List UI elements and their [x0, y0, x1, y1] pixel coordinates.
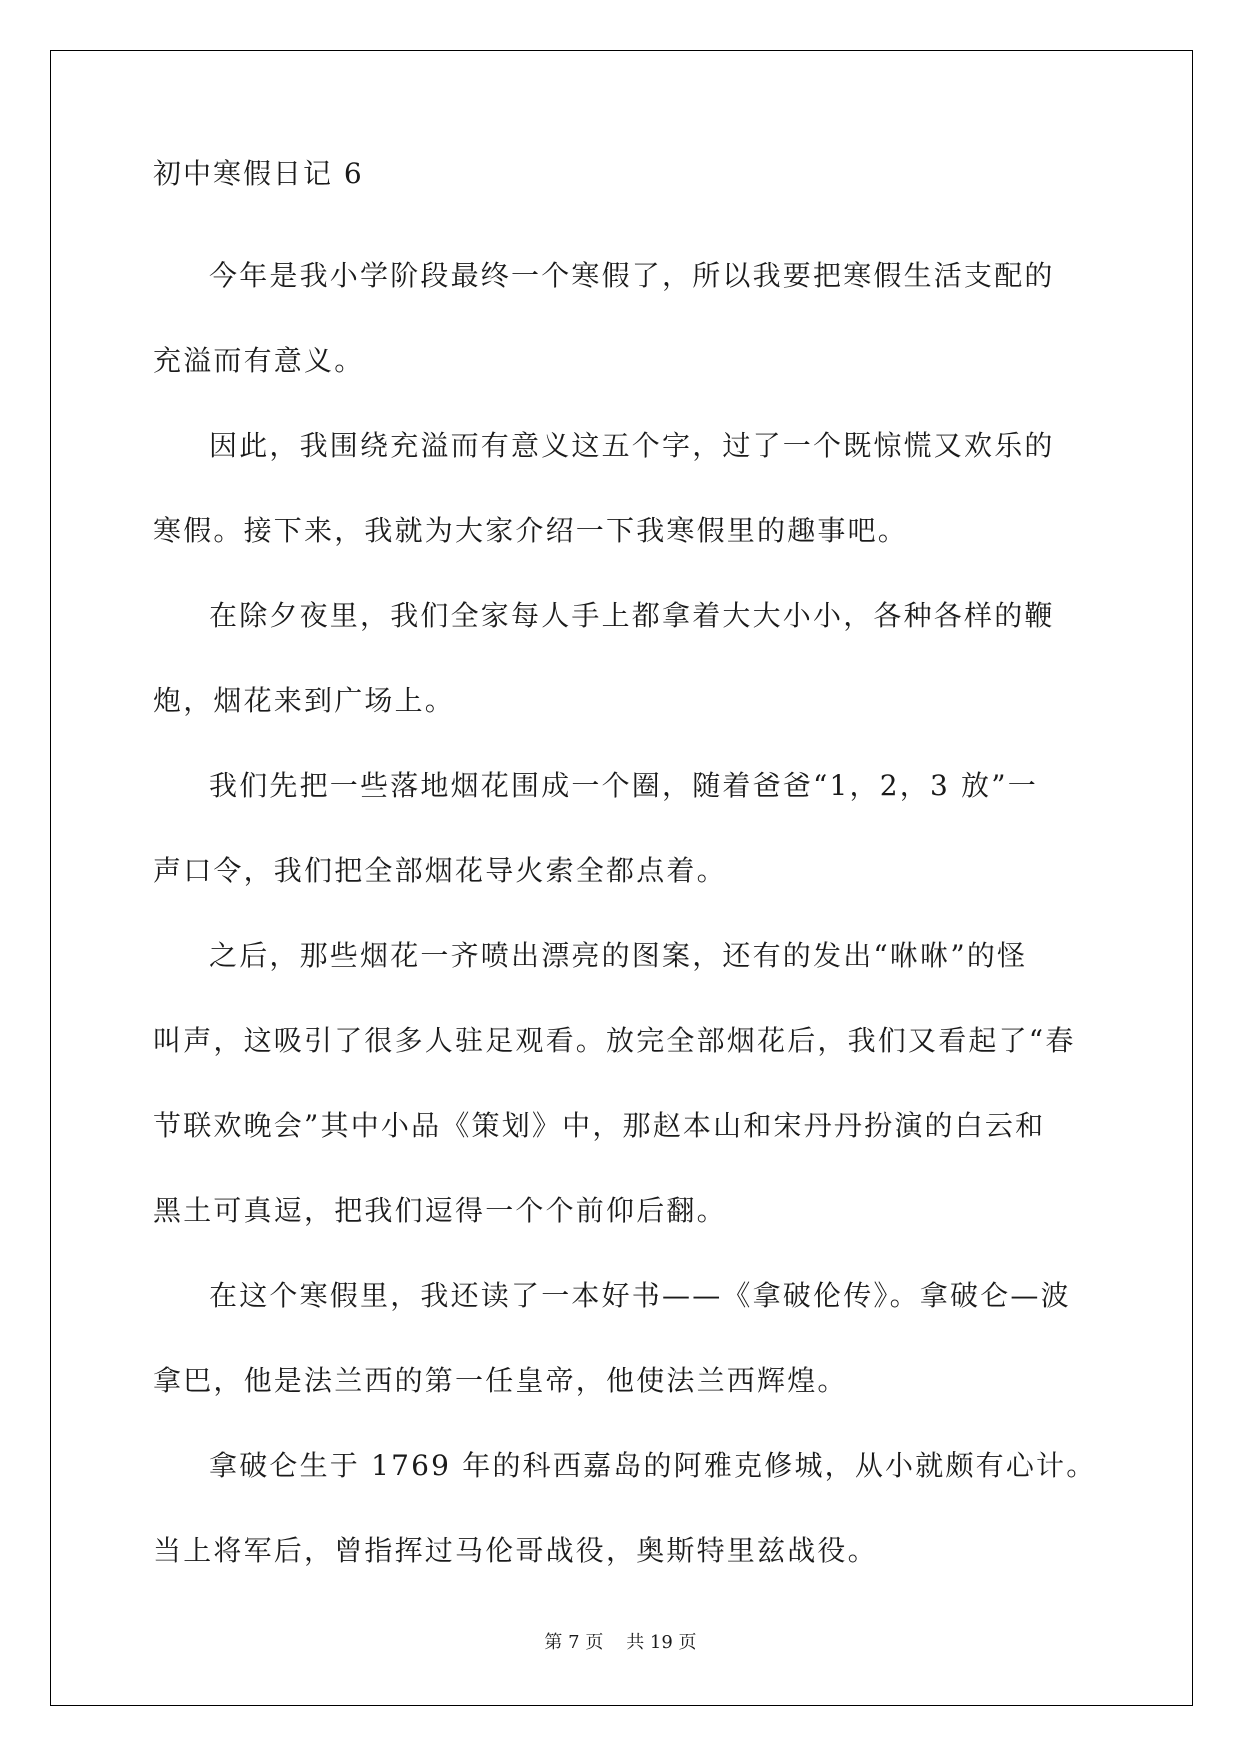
text-line: 炮，烟花来到广场上。 [153, 684, 456, 717]
paragraph [153, 1253, 1088, 1423]
page-number-footer: 第 7 页 共 19 页 [544, 1632, 697, 1653]
text-line: 在这个寒假里，我还读了一本好书——《拿破伦传》。拿破仑—波 [209, 1279, 1071, 1312]
paragraph [153, 233, 1088, 403]
paragraph [153, 1423, 1097, 1593]
text-line: 拿巴，他是法兰西的第一任皇帝，他使法兰西辉煌。 [153, 1364, 848, 1397]
text-line: 之后，那些烟花一齐喷出漂亮的图案，还有的发出“咻咻”的怪 [209, 939, 1028, 972]
text-line: 充溢而有意义。 [153, 344, 365, 377]
text-line: 我们先把一些落地烟花围成一个圈，随着爸爸“1，2，3 放”一 [209, 769, 1038, 802]
document-title: 初中寒假日记 6 [153, 157, 364, 190]
text-line: 拿破仑生于 1769 年的科西嘉岛的阿雅克修城，从小就颇有心计。 [209, 1449, 1097, 1482]
text-line: 寒假。接下来，我就为大家介绍一下我寒假里的趣事吧。 [153, 514, 909, 547]
text-line: 当上将军后，曾指挥过马伦哥战役，奥斯特里兹战役。 [153, 1534, 878, 1567]
text-line: 在除夕夜里，我们全家每人手上都拿着大大小小，各种各样的鞭 [209, 599, 1055, 632]
paragraph [153, 913, 1088, 1253]
text-line: 叫声，这吸引了很多人驻足观看。放完全部烟花后，我们又看起了“春 [153, 1024, 1076, 1057]
paragraph [153, 403, 1088, 573]
text-line: 今年是我小学阶段最终一个寒假了，所以我要把寒假生活支配的 [209, 259, 1055, 292]
text-line: 节联欢晚会”其中小品《策划》中，那赵本山和宋丹丹扮演的白云和 [153, 1109, 1046, 1142]
text-line: 声口令，我们把全部烟花导火索全都点着。 [153, 854, 727, 887]
paragraph [153, 573, 1088, 743]
text-line: 黑土可真逗，把我们逗得一个个前仰后翻。 [153, 1194, 727, 1227]
document-body [153, 157, 1097, 1593]
text-line: 因此，我围绕充溢而有意义这五个字，过了一个既惊慌又欢乐的 [209, 429, 1055, 462]
paragraph [153, 743, 1088, 913]
